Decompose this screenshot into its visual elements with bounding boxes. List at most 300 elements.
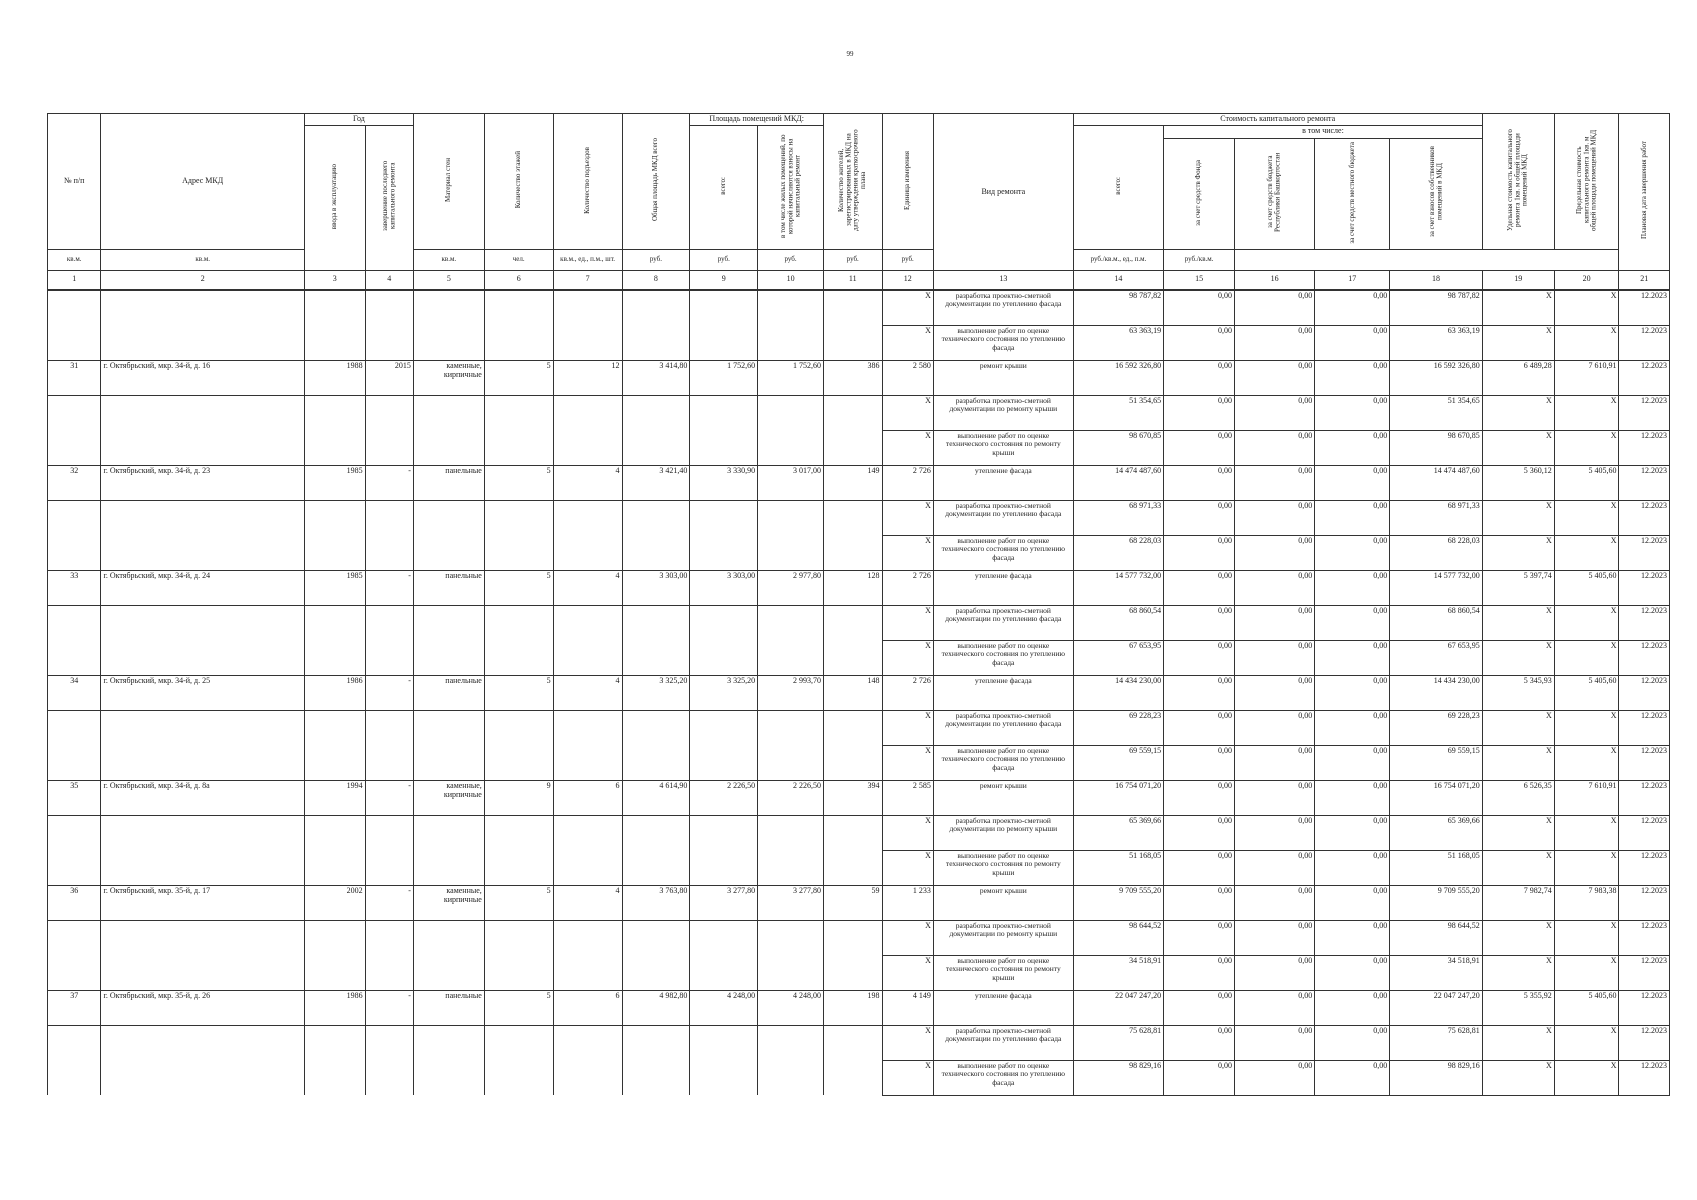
year-commission: 1994 <box>304 780 365 815</box>
year-last-repair-empty <box>365 710 413 745</box>
wall-material-empty <box>413 395 484 430</box>
work-type: выполнение работ по оценке технического состояния по утеплению фасада <box>933 535 1073 570</box>
house-row <box>48 360 1670 395</box>
premises-contrib: 2 226,50 <box>758 780 824 815</box>
sub-work-row <box>48 815 1670 850</box>
year-commission-empty <box>304 290 365 326</box>
residents-empty <box>823 535 882 570</box>
year-commission-empty <box>304 955 365 990</box>
premises-total-empty <box>690 500 758 535</box>
cost-local: 0,00 <box>1315 885 1390 920</box>
year-commission: 1986 <box>304 990 365 1025</box>
row-number-empty <box>48 710 101 745</box>
wall-material: каменные, кирпичные <box>413 780 484 815</box>
cost-local: 0,00 <box>1315 640 1390 675</box>
floors-empty <box>484 1060 553 1095</box>
header-residents: Количество жителей, зарегистрированных в МКД на дату утверждения краткосрочного плана <box>823 114 882 250</box>
unit-value: 2 585 <box>882 780 933 815</box>
cost-local: 0,00 <box>1315 675 1390 710</box>
year-commission-empty <box>304 325 365 360</box>
total-area: 4 614,90 <box>622 780 690 815</box>
year-last-repair-empty <box>365 535 413 570</box>
premises-total-empty <box>690 290 758 326</box>
plan-date: 12.2023 <box>1619 290 1670 326</box>
entrances-empty <box>553 1060 622 1095</box>
premises-total-empty <box>690 1060 758 1095</box>
plan-date: 12.2023 <box>1619 325 1670 360</box>
limit-cost: X <box>1554 955 1619 990</box>
work-type: ремонт крыши <box>933 885 1073 920</box>
year-last-repair-empty <box>365 850 413 885</box>
premises-contrib-empty <box>758 745 824 780</box>
cost-local: 0,00 <box>1315 990 1390 1025</box>
entrances-empty <box>553 500 622 535</box>
address: г. Октябрьский, мкр. 34-й, д. 23 <box>101 465 305 500</box>
plan-date: 12.2023 <box>1619 675 1670 710</box>
limit-cost: X <box>1554 1025 1619 1060</box>
row-number: 37 <box>48 990 101 1025</box>
premises-total: 3 277,80 <box>690 885 758 920</box>
row-number-empty <box>48 500 101 535</box>
unit-value: X <box>882 850 933 885</box>
limit-cost: 5 405,60 <box>1554 570 1619 605</box>
plan-date: 12.2023 <box>1619 1060 1670 1095</box>
limit-cost: X <box>1554 640 1619 675</box>
cost-local: 0,00 <box>1315 325 1390 360</box>
cost-republic: 0,00 <box>1235 605 1315 640</box>
floors: 5 <box>484 360 553 395</box>
year-last-repair: - <box>365 780 413 815</box>
year-last-repair-empty <box>365 500 413 535</box>
wall-material-empty <box>413 325 484 360</box>
wall-material: панельные <box>413 465 484 500</box>
column-number: 6 <box>484 270 553 290</box>
column-number: 12 <box>882 270 933 290</box>
plan-date: 12.2023 <box>1619 395 1670 430</box>
column-number: 21 <box>1619 270 1670 290</box>
year-last-repair-empty <box>365 290 413 326</box>
year-last-repair-empty <box>365 955 413 990</box>
residents-empty <box>823 850 882 885</box>
premises-total: 3 330,90 <box>690 465 758 500</box>
work-type: утепление фасада <box>933 675 1073 710</box>
premises-contrib-empty <box>758 395 824 430</box>
entrances-empty <box>553 955 622 990</box>
column-number: 8 <box>622 270 690 290</box>
cost-owners: 9 709 555,20 <box>1390 885 1483 920</box>
header-cost-total: всего: <box>1073 125 1163 249</box>
cost-owners: 98 787,82 <box>1390 290 1483 326</box>
cost-local: 0,00 <box>1315 570 1390 605</box>
year-commission-empty <box>304 605 365 640</box>
address-empty <box>101 605 305 640</box>
house-row <box>48 885 1670 920</box>
residents-empty <box>823 500 882 535</box>
row-number: 34 <box>48 675 101 710</box>
premises-total-empty <box>690 745 758 780</box>
address-empty <box>101 745 305 780</box>
cost-total: 14 474 487,60 <box>1073 465 1163 500</box>
column-number: 1 <box>48 270 101 290</box>
cost-owners: 22 047 247,20 <box>1390 990 1483 1025</box>
premises-total-empty <box>690 815 758 850</box>
sub-work-row <box>48 1060 1670 1095</box>
cost-owners: 67 653,95 <box>1390 640 1483 675</box>
cost-owners: 98 644,52 <box>1390 920 1483 955</box>
cost-total: 9 709 555,20 <box>1073 885 1163 920</box>
cost-local: 0,00 <box>1315 430 1390 465</box>
year-last-repair: - <box>365 675 413 710</box>
work-type: выполнение работ по оценке технического состояния по ремонту крыши <box>933 955 1073 990</box>
year-last-repair-empty <box>365 395 413 430</box>
cost-fund: 0,00 <box>1164 325 1235 360</box>
cost-owners: 75 628,81 <box>1390 1025 1483 1060</box>
total-area-empty <box>622 605 690 640</box>
year-last-repair: - <box>365 885 413 920</box>
residents-empty <box>823 605 882 640</box>
wall-material-empty <box>413 640 484 675</box>
address-empty <box>101 430 305 465</box>
unit-cost: X <box>1482 955 1554 990</box>
work-type: выполнение работ по оценке технического состояния по утеплению фасада <box>933 1060 1073 1095</box>
year-last-repair-empty <box>365 1060 413 1095</box>
cost-fund: 0,00 <box>1164 920 1235 955</box>
cost-republic: 0,00 <box>1235 990 1315 1025</box>
header-wall-material: Материал стен <box>413 114 484 250</box>
sub-work-row <box>48 430 1670 465</box>
cost-owners: 51 168,05 <box>1390 850 1483 885</box>
row-number-empty <box>48 290 101 326</box>
unit-value: X <box>882 325 933 360</box>
premises-total-empty <box>690 535 758 570</box>
sub-work-row <box>48 640 1670 675</box>
cost-republic: 0,00 <box>1235 815 1315 850</box>
column-number: 16 <box>1235 270 1315 290</box>
floors-empty <box>484 850 553 885</box>
unit-cost: X <box>1482 815 1554 850</box>
header-cost-fund: за счет средств Фонда <box>1164 138 1235 249</box>
cost-total: 51 354,65 <box>1073 395 1163 430</box>
cost-republic: 0,00 <box>1235 850 1315 885</box>
year-last-repair-empty <box>365 325 413 360</box>
unit-value: 2 580 <box>882 360 933 395</box>
year-last-repair-empty <box>365 605 413 640</box>
cost-fund: 0,00 <box>1164 885 1235 920</box>
cost-owners: 68 971,33 <box>1390 500 1483 535</box>
cost-total: 75 628,81 <box>1073 1025 1163 1060</box>
column-number: 4 <box>365 270 413 290</box>
floors: 9 <box>484 780 553 815</box>
header-premises-total: всего: <box>690 125 758 249</box>
premises-contrib: 2 977,80 <box>758 570 824 605</box>
row-number-empty <box>48 815 101 850</box>
premises-total-empty <box>690 1025 758 1060</box>
cost-total: 68 971,33 <box>1073 500 1163 535</box>
address-empty <box>101 710 305 745</box>
plan-date: 12.2023 <box>1619 570 1670 605</box>
unit-cost: X <box>1482 395 1554 430</box>
total-area-empty <box>622 640 690 675</box>
floors-empty <box>484 605 553 640</box>
cost-total: 68 860,54 <box>1073 605 1163 640</box>
header-floors: Количество этажей <box>484 114 553 250</box>
entrances-empty <box>553 1025 622 1060</box>
entrances: 6 <box>553 780 622 815</box>
unit-value: X <box>882 1025 933 1060</box>
premises-contrib-empty <box>758 290 824 326</box>
premises-contrib-empty <box>758 500 824 535</box>
premises-contrib: 4 248,00 <box>758 990 824 1025</box>
cost-fund: 0,00 <box>1164 710 1235 745</box>
floors-empty <box>484 710 553 745</box>
premises-total: 3 325,20 <box>690 675 758 710</box>
row-number-empty <box>48 640 101 675</box>
plan-date: 12.2023 <box>1619 465 1670 500</box>
cost-local: 0,00 <box>1315 395 1390 430</box>
wall-material: панельные <box>413 570 484 605</box>
floors-empty <box>484 290 553 326</box>
unit-cost: 5 355,92 <box>1482 990 1554 1025</box>
premises-total-empty <box>690 920 758 955</box>
year-last-repair: - <box>365 990 413 1025</box>
column-number: 19 <box>1482 270 1554 290</box>
premises-contrib-empty <box>758 850 824 885</box>
limit-cost: X <box>1554 500 1619 535</box>
year-last-repair-empty <box>365 745 413 780</box>
cost-owners: 68 228,03 <box>1390 535 1483 570</box>
address-empty <box>101 640 305 675</box>
unit-value: X <box>882 500 933 535</box>
cost-local: 0,00 <box>1315 745 1390 780</box>
total-area: 4 982,80 <box>622 990 690 1025</box>
total-area: 3 421,40 <box>622 465 690 500</box>
residents-empty <box>823 640 882 675</box>
column-number: 18 <box>1390 270 1483 290</box>
plan-date: 12.2023 <box>1619 640 1670 675</box>
cost-fund: 0,00 <box>1164 815 1235 850</box>
plan-date: 12.2023 <box>1619 955 1670 990</box>
column-number: 20 <box>1554 270 1619 290</box>
unit-value: X <box>882 710 933 745</box>
residents-empty <box>823 290 882 326</box>
column-number: 5 <box>413 270 484 290</box>
unit-value: X <box>882 535 933 570</box>
cost-fund: 0,00 <box>1164 1025 1235 1060</box>
unit-value: X <box>882 815 933 850</box>
floors: 5 <box>484 675 553 710</box>
unit-value: X <box>882 955 933 990</box>
year-last-repair-empty <box>365 1025 413 1060</box>
year-commission-empty <box>304 815 365 850</box>
header-work-type: Вид ремонта <box>933 114 1073 271</box>
cost-owners: 14 474 487,60 <box>1390 465 1483 500</box>
cost-local: 0,00 <box>1315 780 1390 815</box>
floors-empty <box>484 920 553 955</box>
cost-local: 0,00 <box>1315 535 1390 570</box>
column-number: 11 <box>823 270 882 290</box>
cost-total: 14 577 732,00 <box>1073 570 1163 605</box>
sub-work-row <box>48 850 1670 885</box>
cost-fund: 0,00 <box>1164 955 1235 990</box>
total-area-empty <box>622 745 690 780</box>
year-commission-empty <box>304 395 365 430</box>
unit-value: 2 726 <box>882 465 933 500</box>
cost-total: 67 653,95 <box>1073 640 1163 675</box>
cost-local: 0,00 <box>1315 710 1390 745</box>
sub-work-row <box>48 605 1670 640</box>
header-unit: Единица измерения <box>882 114 933 250</box>
residents-empty <box>823 325 882 360</box>
cost-total: 63 363,19 <box>1073 325 1163 360</box>
year-commission-empty <box>304 850 365 885</box>
header-unit-cost: Удельная стоимость капитального ремонта 1кв. м общей площади помещений МКД <box>1482 114 1554 250</box>
unit-value: X <box>882 605 933 640</box>
year-commission-empty <box>304 1025 365 1060</box>
header-total-area: Общая площадь МКД всего <box>622 114 690 250</box>
cost-local: 0,00 <box>1315 1060 1390 1095</box>
limit-cost: 5 405,60 <box>1554 990 1619 1025</box>
row-number-empty <box>48 920 101 955</box>
cost-fund: 0,00 <box>1164 360 1235 395</box>
cost-total: 68 228,03 <box>1073 535 1163 570</box>
premises-total: 4 248,00 <box>690 990 758 1025</box>
header-cost-owners: за счет взносов собственников помещений в МКД <box>1390 138 1483 249</box>
cost-owners: 69 559,15 <box>1390 745 1483 780</box>
sub-work-row <box>48 920 1670 955</box>
cost-fund: 0,00 <box>1164 395 1235 430</box>
house-row <box>48 675 1670 710</box>
premises-contrib-empty <box>758 955 824 990</box>
premises-contrib-empty <box>758 1060 824 1095</box>
unit-value: X <box>882 290 933 326</box>
cost-total: 98 670,85 <box>1073 430 1163 465</box>
header-address: Адрес МКД <box>101 114 305 250</box>
premises-contrib-empty <box>758 535 824 570</box>
column-number: 15 <box>1164 270 1235 290</box>
wall-material-empty <box>413 430 484 465</box>
work-type: выполнение работ по оценке технического состояния по утеплению фасада <box>933 325 1073 360</box>
cost-fund: 0,00 <box>1164 675 1235 710</box>
cost-owners: 98 829,16 <box>1390 1060 1483 1095</box>
cost-owners: 69 228,23 <box>1390 710 1483 745</box>
row-number-empty <box>48 850 101 885</box>
header-plan-date: Плановая дата завершения работ <box>1619 114 1670 271</box>
entrances-empty <box>553 535 622 570</box>
unit-value: X <box>882 640 933 675</box>
year-commission-empty <box>304 745 365 780</box>
total-area: 3 763,80 <box>622 885 690 920</box>
address-empty <box>101 1060 305 1095</box>
unit-cost: X <box>1482 535 1554 570</box>
address-empty <box>101 1025 305 1060</box>
premises-total: 2 226,50 <box>690 780 758 815</box>
work-type: разработка проектно-сметной документации по утеплению фасада <box>933 1025 1073 1060</box>
entrances-empty <box>553 290 622 326</box>
unit-value: 2 726 <box>882 570 933 605</box>
premises-total-empty <box>690 710 758 745</box>
unit-cost: X <box>1482 640 1554 675</box>
residents: 386 <box>823 360 882 395</box>
plan-date: 12.2023 <box>1619 815 1670 850</box>
unit-residents: чел. <box>484 249 553 270</box>
total-area: 3 303,00 <box>622 570 690 605</box>
sub-work-row <box>48 745 1670 780</box>
address: г. Октябрьский, мкр. 34-й, д. 8а <box>101 780 305 815</box>
limit-cost: 7 983,38 <box>1554 885 1619 920</box>
floors-empty <box>484 500 553 535</box>
cost-fund: 0,00 <box>1164 605 1235 640</box>
entrances-empty <box>553 815 622 850</box>
cost-total: 22 047 247,20 <box>1073 990 1163 1025</box>
sub-work-row <box>48 325 1670 360</box>
limit-cost: 5 405,60 <box>1554 675 1619 710</box>
plan-date: 12.2023 <box>1619 535 1670 570</box>
page-number: 99 <box>846 50 854 58</box>
entrances-empty <box>553 605 622 640</box>
cost-republic: 0,00 <box>1235 570 1315 605</box>
cost-republic: 0,00 <box>1235 395 1315 430</box>
header-premises-group: Площадь помещений МКД: <box>690 114 824 126</box>
cost-owners: 16 592 326,80 <box>1390 360 1483 395</box>
limit-cost: X <box>1554 325 1619 360</box>
unit-value: 4 149 <box>882 990 933 1025</box>
premises-contrib: 1 752,60 <box>758 360 824 395</box>
unit-area: кв.м. <box>48 249 101 270</box>
floors: 5 <box>484 465 553 500</box>
cost-total: 69 228,23 <box>1073 710 1163 745</box>
limit-cost: X <box>1554 920 1619 955</box>
entrances-empty <box>553 710 622 745</box>
row-number: 32 <box>48 465 101 500</box>
unit-cost: X <box>1482 850 1554 885</box>
premises-contrib-empty <box>758 815 824 850</box>
unit-cost: 6 489,28 <box>1482 360 1554 395</box>
total-area-empty <box>622 850 690 885</box>
cost-fund: 0,00 <box>1164 780 1235 815</box>
cost-republic: 0,00 <box>1235 780 1315 815</box>
entrances: 4 <box>553 570 622 605</box>
limit-cost: X <box>1554 745 1619 780</box>
year-commission-empty <box>304 640 365 675</box>
row-number-empty <box>48 605 101 640</box>
unit-cost: X <box>1482 710 1554 745</box>
total-area-empty <box>622 710 690 745</box>
row-number: 31 <box>48 360 101 395</box>
year-commission: 1988 <box>304 360 365 395</box>
cost-local: 0,00 <box>1315 1025 1390 1060</box>
unit-cost-total: руб. <box>622 249 690 270</box>
column-number: 17 <box>1315 270 1390 290</box>
plan-date: 12.2023 <box>1619 745 1670 780</box>
year-commission-empty <box>304 535 365 570</box>
total-area-empty <box>622 920 690 955</box>
limit-cost: X <box>1554 395 1619 430</box>
header-entrances: Количество подъездов <box>553 114 622 250</box>
cost-total: 16 754 071,20 <box>1073 780 1163 815</box>
premises-total-empty <box>690 395 758 430</box>
cost-total: 51 168,05 <box>1073 850 1163 885</box>
address-empty <box>101 955 305 990</box>
premises-contrib-empty <box>758 710 824 745</box>
entrances: 4 <box>553 675 622 710</box>
cost-total: 14 434 230,00 <box>1073 675 1163 710</box>
wall-material-empty <box>413 605 484 640</box>
unit-cost-local: руб. <box>823 249 882 270</box>
premises-contrib-empty <box>758 1025 824 1060</box>
address-empty <box>101 325 305 360</box>
unit-value: X <box>882 920 933 955</box>
residents: 59 <box>823 885 882 920</box>
